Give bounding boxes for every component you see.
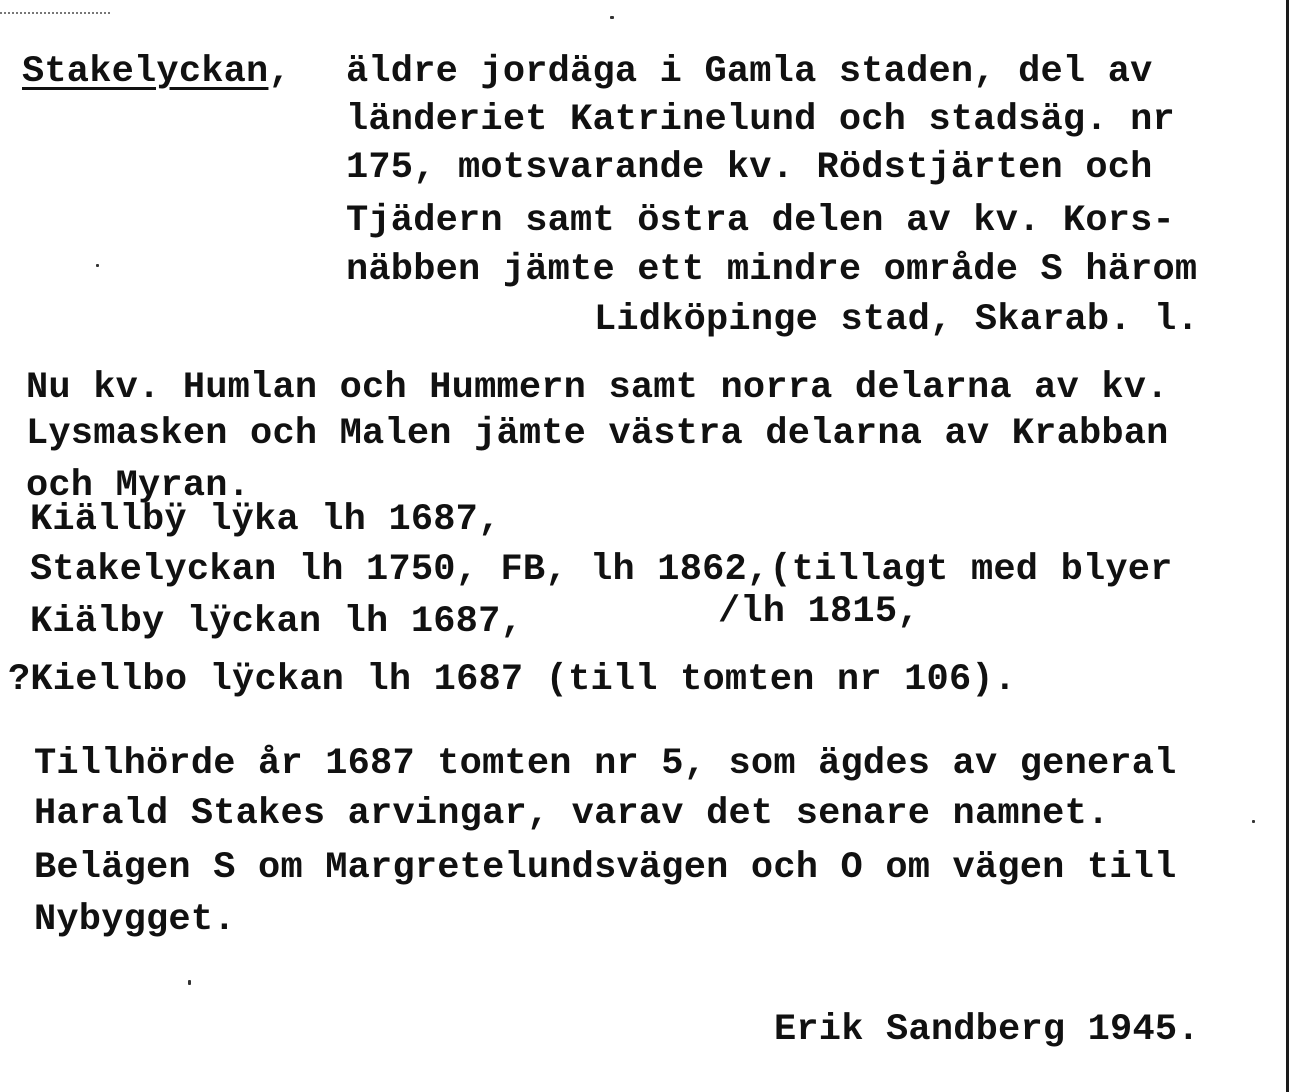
- heading-line: Tjädern samt östra delen av kv. Kors-: [346, 200, 1175, 242]
- paper-speck: [96, 264, 99, 267]
- note-line: Belägen S om Margretelundsvägen och O om vägen till: [34, 847, 1177, 889]
- note-line: Tillhörde år 1687 tomten nr 5, som ägdes av general: [34, 743, 1177, 785]
- signature: Erik Sandberg 1945.: [774, 1009, 1200, 1051]
- note-line: Harald Stakes arvingar, varav det senare namnet.: [34, 793, 1110, 835]
- heading-line: näbben jämte ett mindre område S härom: [346, 249, 1198, 291]
- name-entry: Stakelyckan lh 1750, FB, lh 1862,(tillagt med blyer: [30, 549, 1173, 591]
- current-line: Lysmasken och Malen jämte västra delarna av Krabban: [26, 413, 1169, 455]
- current-line: Nu kv. Humlan och Hummern samt norra delarna av kv.: [26, 367, 1169, 409]
- note-line: Nybygget.: [34, 899, 236, 941]
- name-entry: Kiällbÿ lÿka lh 1687,: [30, 499, 501, 541]
- heading-title-line: [22, 51, 291, 93]
- heading-line: 175, motsvarande kv. Rödstjärten och: [346, 147, 1153, 189]
- paper-speck: [188, 980, 191, 985]
- paper-speck: [610, 16, 614, 19]
- name-entry: Kiälby lÿckan lh 1687,: [30, 601, 523, 643]
- place-name-title: Stakelyckan: [22, 51, 269, 93]
- paper-speck: [1252, 820, 1255, 823]
- heading-line: äldre jordäga i Gamla staden, del av: [346, 51, 1153, 93]
- card-top-edge: [0, 12, 110, 14]
- location-line: Lidköpinge stad, Skarab. l.: [594, 299, 1199, 341]
- card-right-edge: [1286, 0, 1289, 1092]
- name-entry: ?Kiellbo lÿckan lh 1687 (till tomten nr 106).: [8, 659, 1017, 701]
- title-comma: ,: [268, 51, 291, 93]
- heading-line: länderiet Katrinelund och stadsäg. nr: [346, 99, 1175, 141]
- name-entry-addendum: /lh 1815,: [718, 591, 920, 633]
- current-line: och Myran.: [26, 465, 251, 507]
